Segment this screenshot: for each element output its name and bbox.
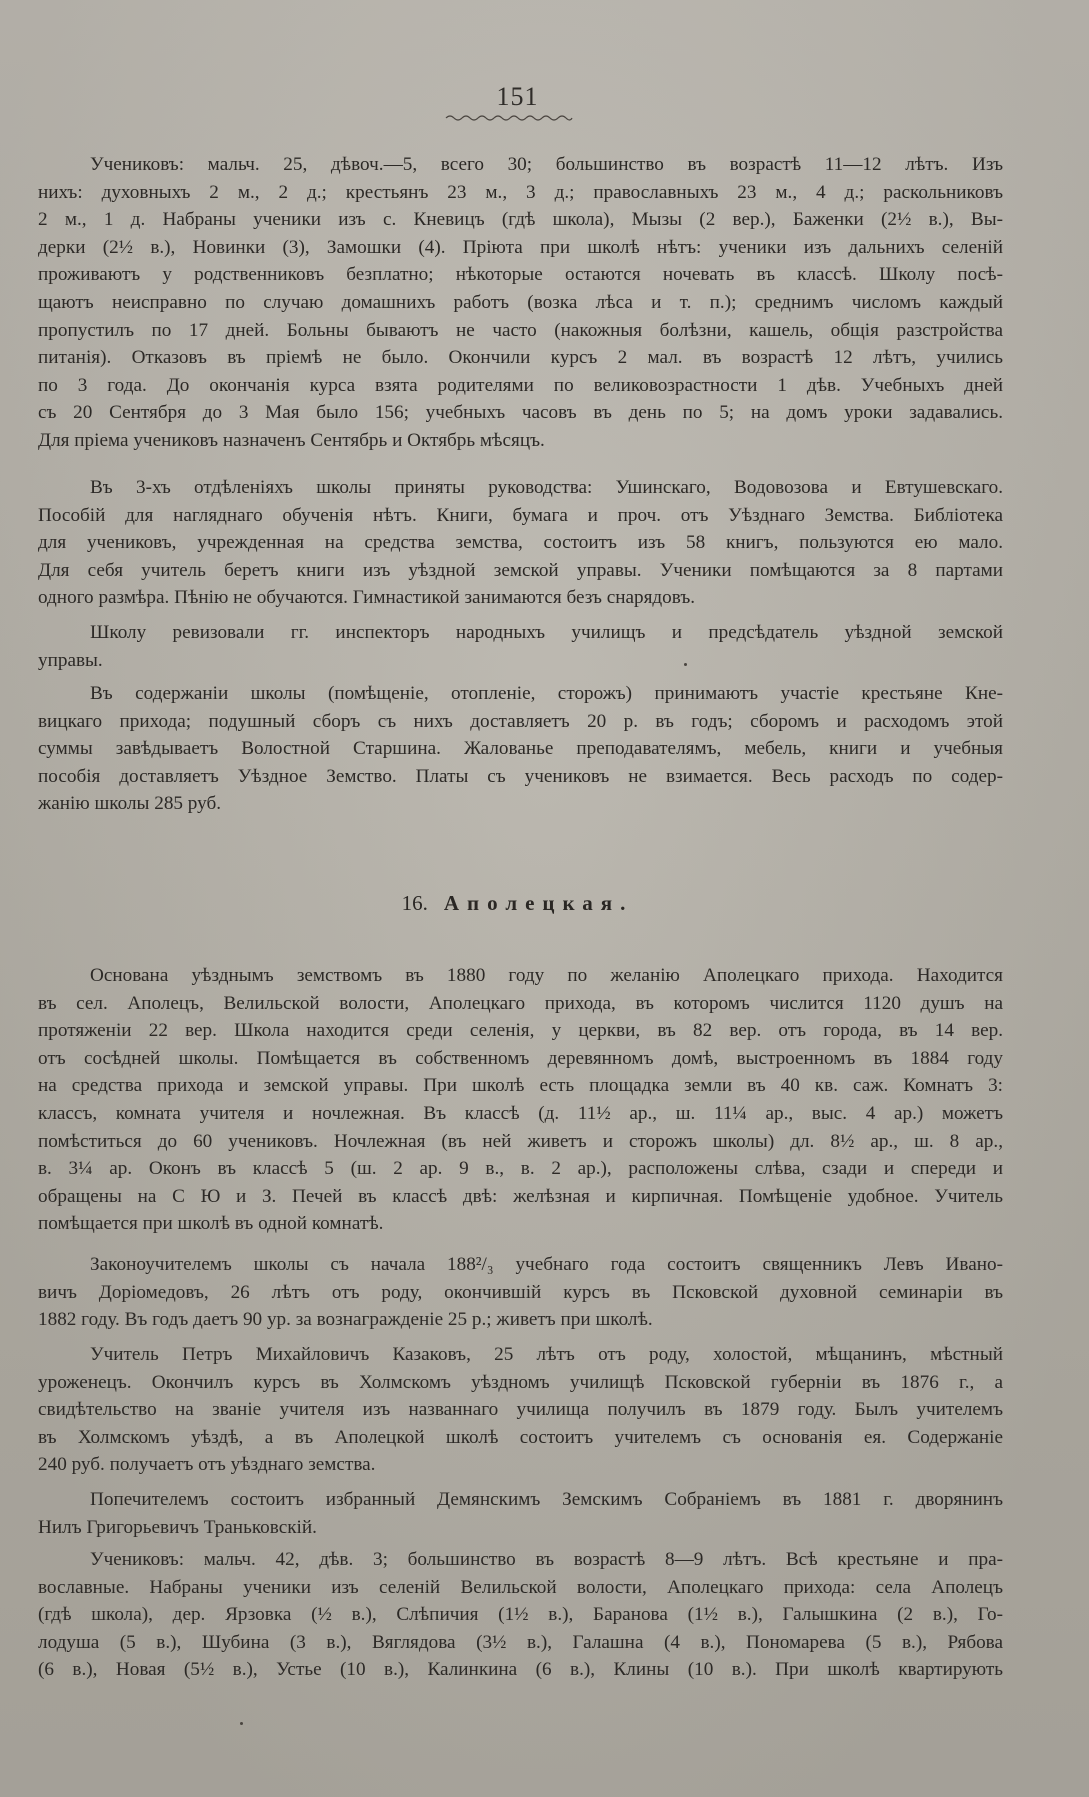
paragraph-funding: [38, 680, 1003, 818]
text-line: в. 3¼ ар. Оконъ въ классѣ 5 (ш. 2 ар. 9 в., в. 2 ар.), расположены слѣва, сзади и спереди и: [38, 1158, 1003, 1180]
text-line: 240 руб. получаетъ отъ уѣзднаго земства.: [38, 1454, 376, 1476]
text-line: питанія). Отказовъ въ пріемѣ не было. Окончили курсъ 2 мал. въ возрастѣ 12 лѣтъ, учились: [38, 347, 1003, 369]
text-line: дерки (2½ в.), Новинки (3), Замошки (4). Пріюта при школѣ нѣтъ: ученики изъ дальнихъ селеній: [38, 236, 1003, 258]
text-line: нихъ: духовныхъ 2 м., 2 д.; крестьянъ 23 м., 3 д.; православныхъ 23 м., 4 д.; раскольниковъ: [38, 181, 1003, 203]
paragraph-trustee: [38, 1486, 1003, 1541]
text-line: помѣщается при школѣ въ одной комнатѣ.: [38, 1213, 384, 1235]
text-line: Учитель Петръ Михайловичъ Казаковъ, 25 лѣтъ отъ роду, холостой, мѣщанинъ, мѣстный: [90, 1344, 1003, 1365]
text-line: Попечителемъ состоитъ избранный Демянскимъ Земскимъ Собраніемъ въ 1881 г. дворянинъ: [90, 1489, 1003, 1510]
text-line: свидѣтельство на званіе учителя изъ названнаго училища получилъ въ 1879 году. Былъ учителемъ: [38, 1399, 1003, 1421]
paragraph-teacher: [38, 1341, 1003, 1479]
text-line: Въ содержаніи школы (помѣщеніе, отопленіе, сторожъ) принимаютъ участіе крестьяне Кне-: [90, 683, 1003, 704]
text-line: Основана уѣзднымъ земствомъ въ 1880 году по желанію Аполецкаго прихода. Находится: [90, 965, 1003, 986]
text-line: жанію школы 285 руб.: [38, 793, 222, 815]
text-line: протяженіи 22 вер. Школа находится среди селенія, у церкви, въ 82 вер. отъ города, въ 14 вер.: [38, 1020, 1003, 1042]
paragraph-inspection: [38, 619, 1003, 674]
text-line: въ Холмскомъ уѣздѣ, а въ Аполецкой школѣ состоитъ учителемъ съ основанія ея. Содержаніе: [38, 1426, 1003, 1448]
text-line: Въ 3-хъ отдѣленіяхъ школы приняты руководства: Ушинскаго, Водовозова и Евтушевскаго.: [90, 477, 1003, 498]
text-line: Учениковъ: мальч. 42, дѣв. 3; большинство въ возрастѣ 8—9 лѣтъ. Всѣ крестьяне и пра-: [90, 1549, 1003, 1570]
text-line: 2 м., 1 д. Набраны ученики изъ с. Кневицъ (гдѣ школа), Мызы (2 вер.), Баженки (2½ в.), Вы-: [38, 209, 1003, 231]
paragraph-students-kneviцy: [38, 151, 1003, 455]
text-line: пособія доставляетъ Уѣздное Земство. Платы съ учениковъ не взимается. Весь расходъ по содер-: [38, 765, 1003, 787]
text-line: пропустилъ по 17 дней. Больны бываютъ не часто (накожныя болѣзни, кашель, общія разстройства: [38, 319, 1003, 341]
wavy-rule-ornament: [444, 112, 574, 122]
paragraph-textbooks: [38, 474, 1003, 612]
paragraph-students-apoletskaya: [38, 1546, 1003, 1684]
text-line: суммы завѣдываетъ Волостной Старшина. Жалованье преподавателямъ, мебель, книги и учебныя: [38, 738, 1003, 760]
text-line: на средства прихода и земской управы. При школѣ есть площадка земли въ 40 кв. саж. Комнатъ 3:: [38, 1075, 1003, 1097]
text-line: проживаютъ у родственниковъ безплатно; нѣкоторые остаются ночевать въ классѣ. Школу посѣ-: [38, 264, 1003, 286]
text-line: Нилъ Григорьевичъ Траньковскій.: [38, 1516, 317, 1538]
text-line: отъ сосѣдней школы. Помѣщается въ собственномъ деревянномъ домѣ, выстроенномъ въ 1884 году: [38, 1047, 1003, 1069]
text-line: Для пріема учениковъ назначенъ Сентябрь и Октябрь мѣсяцъ.: [38, 429, 545, 451]
section-heading: [0, 891, 1035, 916]
text-line: уроженецъ. Окончилъ курсъ въ Холмскомъ уѣздномъ училищѣ Псковской губерніи въ 1876 г., а: [38, 1371, 1003, 1393]
text-line: (гдѣ школа), дер. Ярзовка (½ в.), Слѣпичия (1½ в.), Баранова (1½ в.), Галышкина (2 в.), Го-: [38, 1604, 1003, 1626]
page-number: 151: [496, 82, 539, 111]
text-line: щаютъ неисправно по случаю домашнихъ работъ (возка лѣса и т. п.); среднимъ числомъ каждый: [38, 291, 1003, 313]
text-line: помѣститься до 60 учениковъ. Ночлежная (въ ней живетъ и сторожъ школы) дл. 8½ ар., ш. 8 ар.,: [38, 1130, 1003, 1152]
text-line: лодуша (5 в.), Шубина (3 в.), Вяглядова (3½ в.), Галашна (4 в.), Пономарева (5 в.), Рябова: [38, 1631, 1003, 1653]
text-line: обращены на С Ю и З. Печей въ классѣ двѣ: желѣзная и кирпичная. Помѣщеніе удобное. Учитель: [38, 1185, 1003, 1207]
text-line: вичъ Доріомедовъ, 26 лѣтъ отъ роду, окончившій курсъ въ Псковской духовной семинаріи въ: [38, 1281, 1003, 1303]
text-line: управы.: [38, 649, 103, 671]
paragraph-religion-teacher: [38, 1251, 1003, 1334]
text-line: Пособій для нагляднаго обученія нѣтъ. Книги, бумага и проч. отъ Уѣзднаго Земства. Библіотека: [38, 504, 1003, 526]
text-line: Школу ревизовали гг. инспекторъ народныхъ училищъ и предсѣдатель уѣздной земской: [90, 622, 1003, 643]
section-number: 16.: [401, 891, 428, 915]
text-line: съ 20 Сентября до 3 Мая было 156; учебныхъ часовъ въ день по 5; на домъ уроки задавались.: [38, 402, 1003, 424]
text-line: Законоучителемъ школы съ начала 188²/₃ учебнаго года состоитъ священникъ Левъ Ивано-: [90, 1254, 1003, 1275]
text-line: для учениковъ, учрежденная на средства земства, состоитъ изъ 58 книгъ, пользуются ею мало.: [38, 532, 1003, 554]
text-line: вославные. Набраны ученики изъ селеній Велильской волости, Аполецкаго прихода: села Аполецъ: [38, 1576, 1003, 1598]
text-line: Для себя учитель беретъ книги изъ уѣздной земской управы. Ученики помѣщаются за 8 партами: [38, 559, 1003, 581]
paper-speck: [240, 1722, 243, 1725]
text-line: по 3 года. До окончанія курса взята родителями по великовозрастности 1 дѣв. Учебныхъ дней: [38, 374, 1003, 396]
text-line: одного размѣра. Пѣнію не обучаются. Гимнастикой занимаются безъ снарядовъ.: [38, 587, 696, 609]
text-line: Учениковъ: мальч. 25, дѣвоч.—5, всего 30; большинство въ возрастѣ 11—12 лѣтъ. Изъ: [90, 154, 1003, 175]
paper-speck: [684, 663, 687, 666]
text-line: (6 в.), Новая (5½ в.), Устье (10 в.), Калинкина (6 в.), Клины (10 в.). При школѣ квартирують: [38, 1659, 1003, 1681]
paragraph-apoletskaya-founding: [38, 962, 1003, 1238]
section-title: Аполецкая.: [443, 891, 634, 915]
text-line: классъ, комната учителя и ночлежная. Въ классѣ (д. 11½ ар., ш. 11¼ ар., выс. 4 ар.) можетъ: [38, 1102, 1003, 1124]
text-line: 1882 году. Въ годъ даетъ 90 ур. за вознагражденіе 25 р.; живетъ при школѣ.: [38, 1309, 653, 1331]
text-line: вицкаго прихода; подушный сборъ съ нихъ доставляетъ 20 р. въ годъ; сборомъ и расходомъ этой: [38, 710, 1003, 732]
text-line: въ сел. Аполецъ, Велильской волости, Аполецкаго прихода, въ которомъ числится 1120 душъ на: [38, 992, 1003, 1014]
